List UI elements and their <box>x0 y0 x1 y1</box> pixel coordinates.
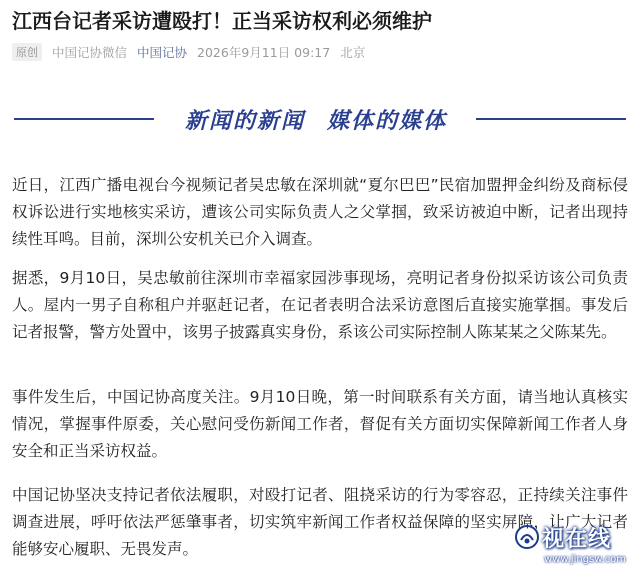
article-title: 江西台记者采访遭殴打！正当采访权利必须维护 <box>12 9 432 33</box>
banner-line-right <box>476 118 626 120</box>
banner-text-right: 媒体的媒体 <box>327 108 448 134</box>
header-banner <box>14 92 626 146</box>
account-link[interactable]: 中国记协 <box>137 45 188 60</box>
author-name: 中国记协微信 <box>52 45 128 60</box>
banner-line-left <box>14 118 154 120</box>
article-meta <box>12 42 365 62</box>
watermark-url: www.jingsw.com <box>544 554 627 565</box>
paragraph-3: 事件发生后，中国记协高度关注。9月10日晚，第一时间联系有关方面，请当地认真核实情况，掌握事件原委，关心慰问受伤新闻工作者，督促有关方面切实保障新闻工作者人身安全和正当采访权益。 <box>12 388 628 460</box>
paragraph-4: 中国记协坚决支持记者依法履职，对殴打记者、阻挠采访的行为零容忍，正持续关注事件调查进展，呼吁依法严惩肇事者，切实筑牢新闻工作者权益保障的坚实屏障，让广大记者能够安心履职、无畏发声。 <box>12 486 628 558</box>
banner-text-left: 新闻的新闻 <box>184 108 305 134</box>
paragraph-2: 据悉，9月10日，吴忠敏前往深圳市幸福家园涉事现场，亮明记者身份拟采访该公司负责人。屋内一男子自称租户并驱赶记者，在记者表明合法采访意图后直接实施掌掴。事发后记者报警，警方处置中，该男子披露真实身份，系该公司实际控制人陈某某之父陈某先。 <box>12 269 628 341</box>
original-badge: 原创 <box>12 43 42 61</box>
publish-location: 北京 <box>340 45 366 60</box>
site-watermark <box>514 522 634 574</box>
publish-date: 2026年9月11日 09:17 <box>197 45 331 60</box>
watermark-text: 视在线 <box>542 526 612 552</box>
watermark-logo-icon <box>514 524 540 550</box>
banner-slogan <box>160 104 472 135</box>
paragraph-1: 近日，江西广播电视台今视频记者吴忠敏在深圳就“夏尔巴巴”民宿加盟押金纠纷及商标侵权诉讼进行实地核实采访，遭该公司实际负责人之父掌掴，致采访被迫中断，记者出现持续性耳鸣。目前，深圳公安机关已介入调查。 <box>12 176 628 248</box>
